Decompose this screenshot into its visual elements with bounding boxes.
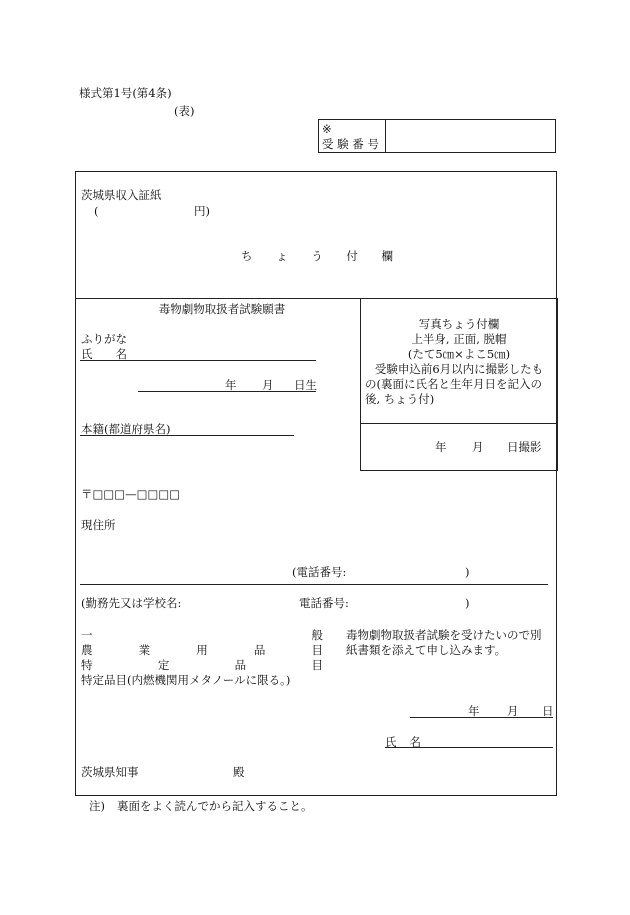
statement-line-2: 紙書類を添えて申し込みます。 [346,643,507,657]
work-school-label: (勤務先又は学校名: [81,596,182,610]
address-label: 現住所 [81,518,116,532]
photo-title: 写真ちょう付欄 [418,317,500,331]
birth-day-label: 日生 [294,378,317,392]
category-general-char-2: 般 [311,628,323,642]
sign-name-char-1: 氏 [385,735,397,749]
stamp-paste-area[interactable] [241,249,393,263]
category-specific-char-2: 定 [157,658,170,672]
exam-number-field[interactable] [387,120,555,152]
exam-number-box [318,119,556,153]
stamp-char-1: ち [241,249,253,263]
stamp-amount-open: ( [94,204,99,218]
sign-day-label: 日 [542,704,554,718]
postal-code: 〒□□□—□□□□ [81,487,181,501]
note-label: 注) [89,799,105,813]
category-methanol[interactable]: 特定品目(内燃機関用メタノールに限る。) [81,673,291,687]
stamp-title: 茨城県収入証紙 [81,188,162,202]
application-form [75,171,557,796]
work-tel-label: 電話番号: [299,596,349,610]
photo-date-year: 年 [435,440,447,454]
sign-year-label: 年 [468,704,480,718]
photo-line-5: 後, ちょう付) [365,392,435,406]
category-agricultural-char-2: 業 [138,643,151,657]
photo-date-divider [361,423,557,424]
stamp-char-3: う [311,249,323,263]
exam-number-divider [385,120,386,152]
birth-date-underline[interactable] [138,391,316,392]
category-agricultural[interactable] [81,643,323,657]
stamp-amount-yen: 円) [194,204,210,218]
work-tel-close: ) [465,596,470,610]
note-text: 裏面をよく読んでから記入すること。 [117,799,313,813]
stamp-char-4: 付 [346,249,358,263]
exam-number-label: 受 験 番 号 [322,137,379,151]
form-side-label: (表) [174,104,195,118]
photo-line-2: (たて5㎝×よこ5㎝) [407,347,511,361]
photo-box [360,298,558,471]
dono-label: 殿 [233,765,245,779]
name-char-1: 氏 [81,347,93,361]
sign-name-underline[interactable] [385,747,553,748]
governor-label: 茨城県知事 [81,765,139,779]
tel-open-label: (電話番号: [292,565,347,579]
category-agricultural-char-3: 用 [196,643,208,657]
sign-name-char-2: 名 [409,735,421,749]
stamp-char-5: 欄 [381,249,393,263]
photo-line-1: 上半身, 正面, 脱帽 [411,332,507,346]
category-specific[interactable] [81,658,323,672]
honseki-label: 本籍(都道府県名) [81,422,171,436]
photo-date-month: 月 [472,440,484,454]
tel-close-label: ) [465,565,470,579]
furigana-label: ふりがな [81,332,127,346]
stamp-char-2: ょ [276,249,288,263]
name-char-2: 名 [115,347,127,361]
category-general-char-1: 一 [81,628,93,642]
exam-number-mark: ※ [322,122,332,136]
statement-line-1: 毒物劇物取扱者試験を受けたいので別 [346,628,542,642]
name-underline[interactable] [80,360,316,361]
honseki-underline[interactable] [80,435,294,436]
form-number: 様式第1号(第4条) [79,86,172,100]
sign-month-label: 月 [507,704,519,718]
category-agricultural-char-5: 目 [311,643,323,657]
category-agricultural-char-1: 農 [81,643,93,657]
application-title: 毒物劇物取扱者試験願書 [158,302,286,316]
category-specific-char-4: 目 [311,658,323,672]
category-specific-char-1: 特 [81,658,93,672]
photo-line-3: 受験申込前6月以内に撮影したも [374,362,544,376]
category-general[interactable] [81,628,323,642]
sign-date-underline[interactable] [410,717,553,718]
photo-line-4: の(裏面に氏名と生年月日を記入の [365,377,542,391]
birth-year-label: 年 [225,378,237,392]
category-specific-char-3: 品 [234,658,247,672]
photo-date-day: 日撮影 [507,440,542,454]
address-underline[interactable] [80,584,548,585]
birth-month-label: 月 [262,378,274,392]
category-agricultural-char-4: 品 [253,643,266,657]
